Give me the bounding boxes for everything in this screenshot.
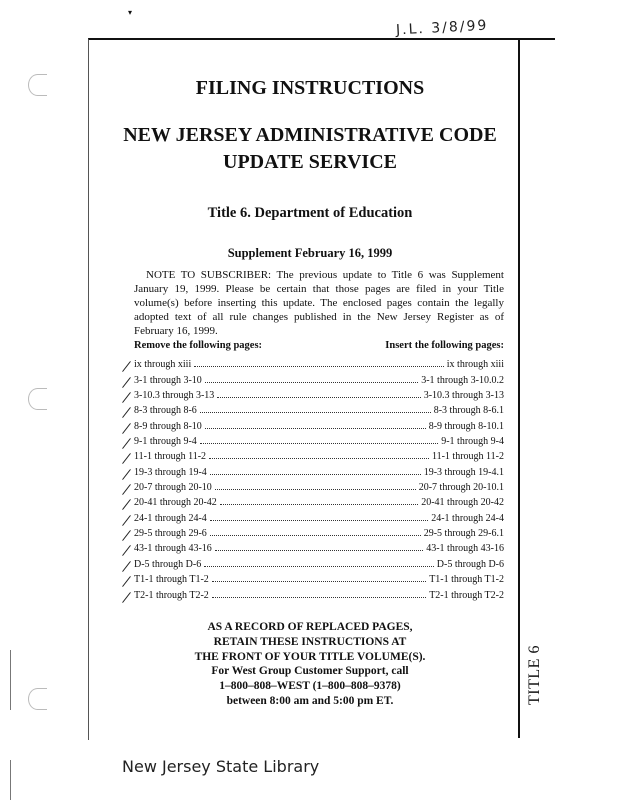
library-stamp: New Jersey State Library	[122, 757, 320, 776]
dot-leader	[212, 597, 426, 598]
code-title	[110, 122, 510, 176]
customer-support	[110, 664, 510, 709]
dot-leader	[210, 535, 421, 536]
remove-pages	[134, 421, 202, 432]
remove-pages-text: 9-1 through 9-4	[134, 436, 197, 448]
remove-pages-text: T2-1 through T2-2	[134, 589, 209, 601]
remove-pages-text: 3-10.3 through 3-13	[134, 390, 215, 402]
insert-pages: 20-41 through 20-42	[421, 497, 504, 509]
remove-column-header: Remove the following pages:	[134, 340, 263, 351]
dot-leader	[200, 443, 438, 444]
table-row	[134, 570, 504, 585]
table-row	[134, 554, 504, 569]
remove-pages-text: 43-1 through 43-16	[134, 543, 212, 555]
table-row	[134, 539, 504, 554]
dot-leader	[212, 581, 426, 582]
insert-pages: 19-3 through 19-4.1	[423, 466, 504, 478]
table-row	[134, 462, 504, 477]
table-row	[134, 386, 504, 401]
remove-pages-text: T1-1 through T1-2	[134, 574, 209, 586]
insert-pages: 20-7 through 20-10.1	[418, 482, 504, 494]
record-line: AS A RECORD OF REPLACED PAGES,	[207, 621, 413, 633]
dot-leader	[205, 428, 426, 429]
remove-pages-text: 11-1 through 11-2	[134, 451, 207, 463]
support-phone: 1–800–808–WEST (1–800–808–9378)	[219, 680, 401, 692]
remove-pages	[134, 405, 197, 416]
title-heading: Title 6. Department of Education	[207, 205, 413, 221]
dot-leader	[204, 566, 434, 567]
dot-leader	[220, 504, 418, 505]
table-row	[134, 416, 504, 431]
insert-column-header: Insert the following pages:	[385, 340, 504, 351]
table-row	[134, 478, 504, 493]
dot-leader	[210, 520, 428, 521]
insert-pages: 11-1 through 11-2	[431, 451, 504, 463]
table-row	[134, 355, 504, 370]
remove-pages-text: 8-9 through 8-10	[134, 420, 202, 432]
remove-pages-text: 8-3 through 8-6	[134, 405, 197, 417]
title-tab-strip	[518, 40, 554, 738]
insert-pages: 29-5 through 29-6.1	[423, 528, 504, 540]
punch-hole	[28, 388, 47, 410]
remove-pages	[134, 482, 212, 493]
insert-pages: 3-1 through 3-10.0.2	[421, 374, 504, 386]
handwritten-note: J.L. 3/8/99	[395, 17, 489, 39]
remove-pages	[134, 467, 207, 478]
punch-hole	[28, 74, 47, 96]
remove-pages-text: 24-1 through 24-4	[134, 512, 207, 524]
margin-line	[10, 760, 11, 800]
remove-pages-text: 20-7 through 20-10	[134, 482, 212, 494]
code-title-line: UPDATE SERVICE	[223, 151, 397, 173]
remove-pages	[134, 528, 207, 539]
insert-pages: 24-1 through 24-4	[431, 512, 504, 524]
remove-pages-text: ix through xiii	[134, 359, 192, 371]
remove-pages	[134, 375, 202, 386]
remove-pages	[134, 543, 212, 554]
subscriber-note: NOTE TO SUBSCRIBER: The previous update to Title 6 was Supplement January 19, 1999. Please be certain that those pages are filed in your Title volume(s) before inserting this update. The enclosed pages contain the legally adopted text of all rule changes published in the New Jersey Register as of February 16, 1999.	[134, 269, 504, 337]
insert-pages: 8-9 through 8-10.1	[428, 420, 504, 432]
insert-pages: 43-1 through 43-16	[426, 543, 504, 555]
support-hours: between 8:00 am and 5:00 pm ET.	[226, 695, 394, 707]
remove-pages	[134, 590, 209, 601]
remove-pages-text: 3-1 through 3-10	[134, 374, 202, 386]
page-title: FILING INSTRUCTIONS	[195, 77, 425, 99]
table-row	[134, 447, 504, 462]
punch-hole	[28, 688, 47, 710]
record-line: THE FRONT OF YOUR TITLE VOLUME(S).	[194, 651, 426, 663]
scan-mark: ▾	[128, 8, 133, 17]
remove-pages	[134, 451, 206, 462]
insert-pages: 8-3 through 8-6.1	[433, 405, 504, 417]
dot-leader	[217, 397, 420, 398]
record-instructions	[110, 620, 510, 665]
dot-leader	[215, 489, 416, 490]
insert-pages: T2-1 through T2-2	[429, 589, 504, 601]
remove-pages-text: 29-5 through 29-6	[134, 528, 207, 540]
remove-pages-text: 20-41 through 20-42	[134, 497, 217, 509]
table-row	[134, 508, 504, 523]
remove-pages	[134, 497, 217, 508]
page-list	[134, 355, 504, 601]
table-row	[134, 524, 504, 539]
remove-pages	[134, 559, 201, 570]
table-row	[134, 432, 504, 447]
remove-pages	[134, 359, 191, 370]
dot-leader	[215, 550, 423, 551]
insert-pages: 3-10.3 through 3-13	[423, 390, 504, 402]
record-line: RETAIN THESE INSTRUCTIONS AT	[213, 636, 407, 648]
table-row	[134, 401, 504, 416]
remove-pages-text: 19-3 through 19-4	[134, 466, 207, 478]
remove-pages	[134, 513, 207, 524]
code-title-line: NEW JERSEY ADMINISTRATIVE CODE	[123, 124, 497, 146]
insert-pages: D-5 through D-6	[436, 558, 504, 570]
remove-pages	[134, 574, 209, 585]
supplement-date: Supplement February 16, 1999	[227, 246, 393, 260]
table-header	[134, 340, 504, 351]
dot-leader	[209, 458, 429, 459]
table-row	[134, 370, 504, 385]
remove-pages	[134, 436, 197, 447]
dot-leader	[194, 366, 444, 367]
dot-leader	[210, 474, 421, 475]
margin-line	[10, 650, 11, 710]
insert-pages: ix through xiii	[446, 359, 504, 371]
table-row	[134, 585, 504, 600]
insert-pages: 9-1 through 9-4	[441, 436, 504, 448]
table-row	[134, 493, 504, 508]
dot-leader	[200, 412, 431, 413]
dot-leader	[205, 382, 418, 383]
support-line: For West Group Customer Support, call	[211, 665, 409, 677]
remove-pages-text: D-5 through D-6	[134, 558, 202, 570]
title-tab-label: TITLE 6	[526, 645, 544, 705]
remove-pages	[134, 390, 214, 401]
insert-pages: T1-1 through T1-2	[429, 574, 504, 586]
